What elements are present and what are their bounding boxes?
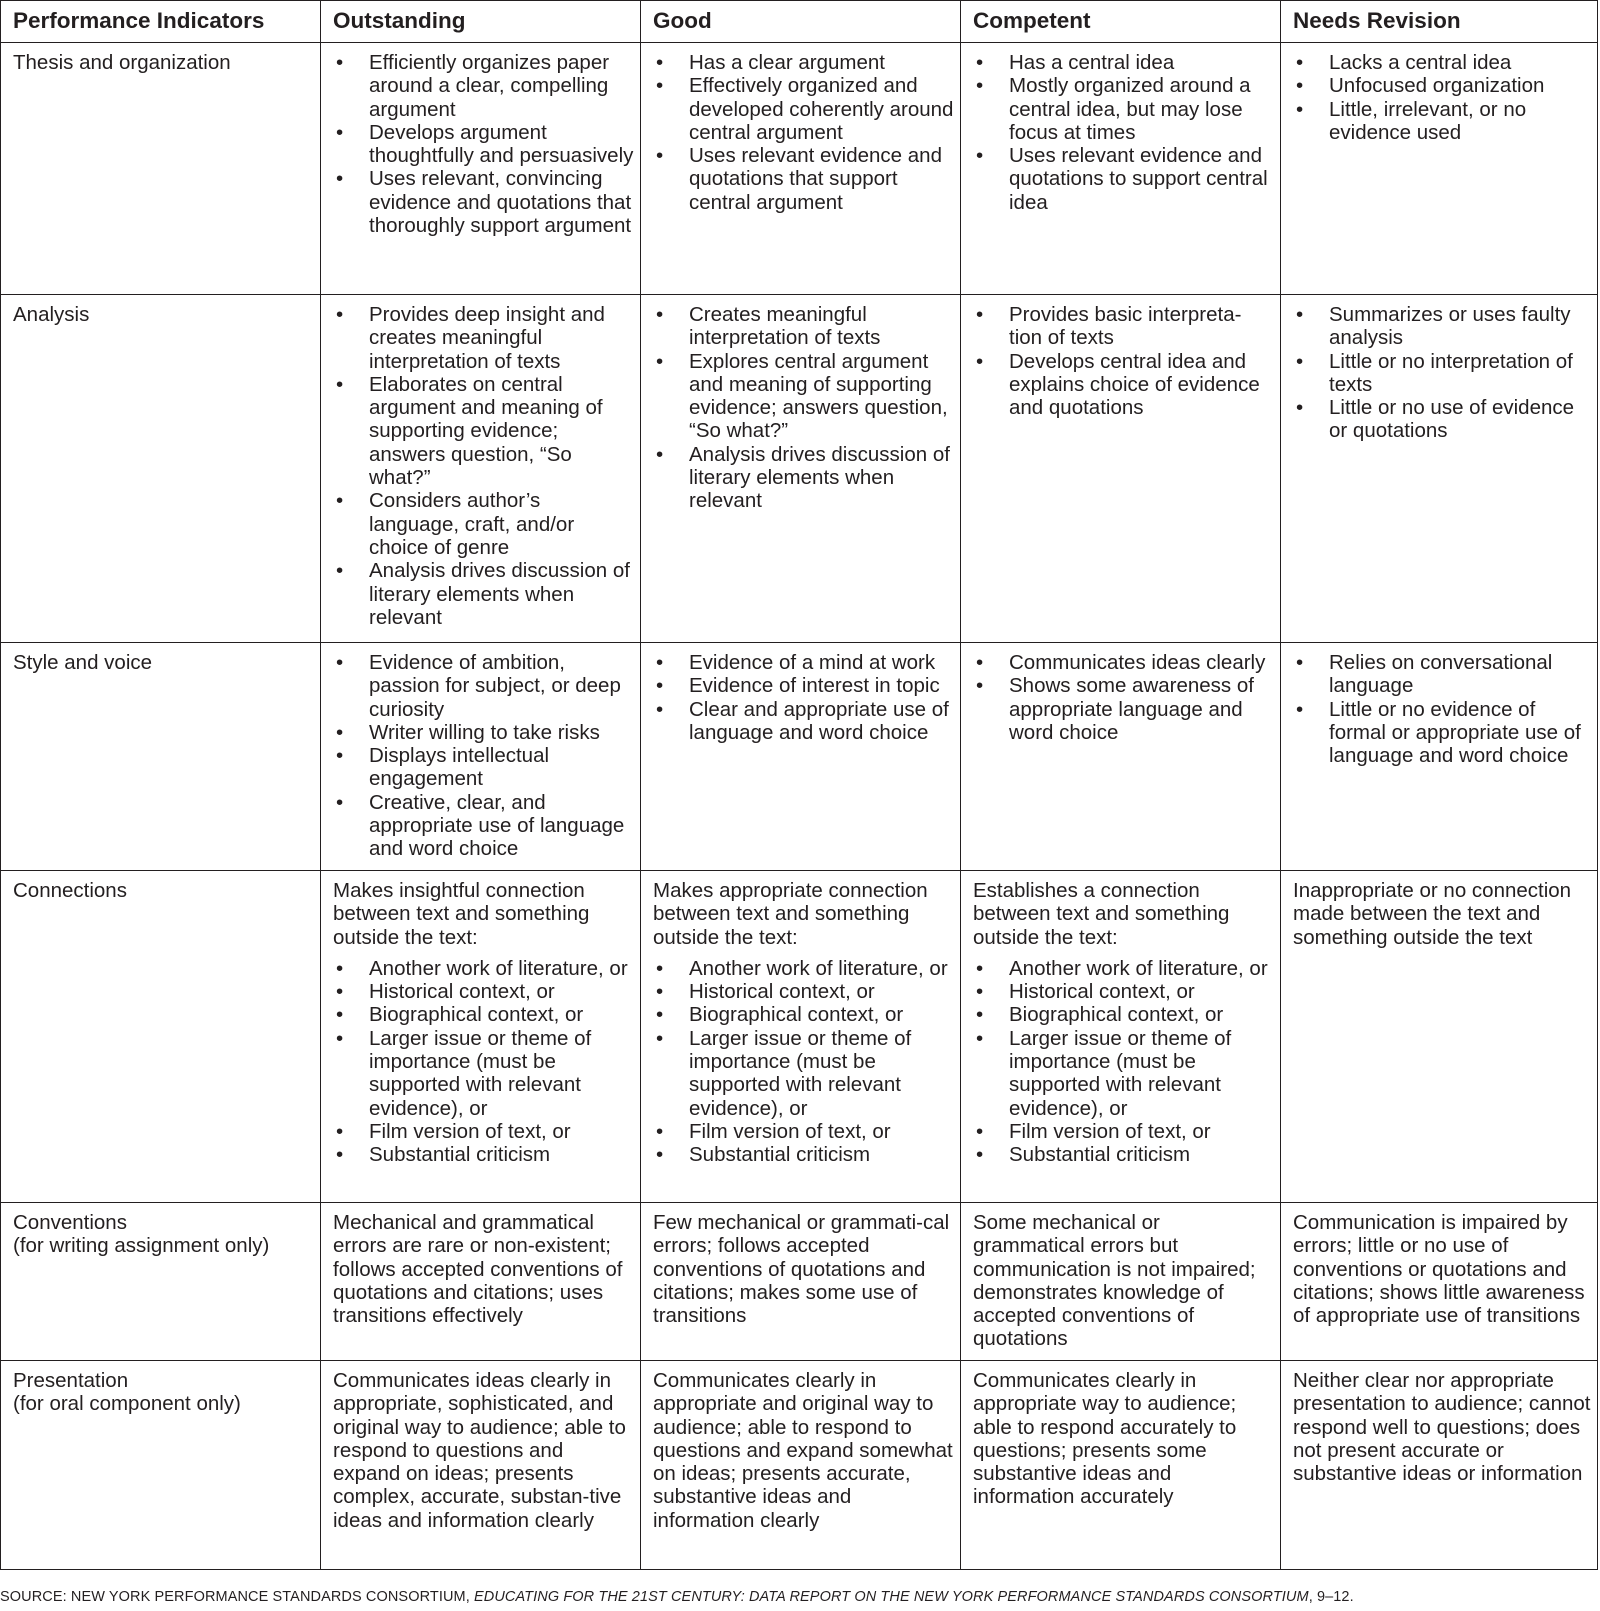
header-needs-revision: Needs Revision bbox=[1281, 1, 1598, 43]
bullet-item: • Shows some awareness of appropriate language and word choice bbox=[973, 674, 1274, 744]
cell-text: Neither clear nor appropriate presentation to audience; cannot respond well to questions; does not present accurate or substantive ideas or information bbox=[1293, 1369, 1591, 1486]
cell-outstanding bbox=[321, 1361, 641, 1570]
bullet-item: • Uses relevant, convincing evidence and quotations that thoroughly support argument bbox=[333, 167, 634, 237]
bullet-list bbox=[653, 957, 954, 1167]
cell-intro: Makes appropriate connection between text and something outside the text: bbox=[653, 879, 928, 949]
bullet-item: • Relies on conversational language bbox=[1293, 651, 1591, 698]
cell-text: Communicates ideas clearly in appropriate, sophisticated, and original way to audience; able to respond to questions and expand on ideas; presents complex, accurate, substan-tive ideas and information clearly bbox=[333, 1369, 626, 1532]
bullet-item: • Little or no evidence of formal or appropriate use of language and word choice bbox=[1293, 698, 1591, 768]
cell-outstanding bbox=[321, 43, 641, 295]
bullet-item: • Biographical context, or bbox=[653, 1003, 954, 1026]
bullet-item: • Little or no interpretation of texts bbox=[1293, 350, 1591, 397]
cell-good bbox=[641, 295, 961, 643]
bullet-item: • Historical context, or bbox=[973, 980, 1274, 1003]
bullet-list bbox=[1293, 303, 1591, 443]
indicator-label: Connections bbox=[13, 879, 127, 902]
bullet-item: • Develops central idea and explains choice of evidence and quotations bbox=[973, 350, 1274, 420]
cell-good bbox=[641, 643, 961, 871]
bullet-list bbox=[653, 303, 954, 513]
cell-text: Some mechanical or grammatical errors but communication is not impaired; demonstrates knowledge of accepted conventions of quotations bbox=[973, 1211, 1256, 1351]
cell-text: Inappropriate or no connection made between the text and something outside the text bbox=[1293, 879, 1572, 949]
indicator-label: Conventions bbox=[13, 1211, 127, 1234]
bullet-item: • Creative, clear, and appropriate use of language and word choice bbox=[333, 791, 634, 861]
bullet-item: • Film version of text, or bbox=[973, 1120, 1274, 1143]
bullet-item: • Biographical context, or bbox=[333, 1003, 634, 1026]
bullet-item: • Evidence of ambition, passion for subject, or deep curiosity bbox=[333, 651, 634, 721]
bullet-item: • Historical context, or bbox=[333, 980, 634, 1003]
cell-intro: Makes insightful connection between text and something outside the text: bbox=[333, 879, 590, 949]
source-prefix: SOURCE: NEW YORK PERFORMANCE STANDARDS CONSORTIUM, bbox=[0, 1589, 474, 1605]
bullet-item: • Communicates ideas clearly bbox=[973, 651, 1274, 674]
bullet-list bbox=[973, 51, 1274, 214]
cell-outstanding bbox=[321, 1203, 641, 1361]
cell-competent bbox=[961, 871, 1281, 1203]
cell-text: Communicates clearly in appropriate and original way to audience; able to respond to questions and expand somewhat on ideas; presents accurate, substantive ideas and information clearly bbox=[653, 1369, 953, 1532]
bullet-item: • Uses relevant evidence and quotations that support central argument bbox=[653, 144, 954, 214]
bullet-item: • Efficiently organizes paper around a clear, compelling argument bbox=[333, 51, 634, 121]
source-suffix: , 9–12. bbox=[1308, 1589, 1354, 1605]
cell-intro: Establishes a connection between text and something outside the text: bbox=[973, 879, 1230, 949]
bullet-item: • Another work of literature, or bbox=[333, 957, 634, 980]
cell-needs-revision bbox=[1281, 295, 1598, 643]
bullet-item: • Evidence of a mind at work bbox=[653, 651, 954, 674]
bullet-item: • Has a clear argument bbox=[653, 51, 954, 74]
bullet-list bbox=[333, 51, 634, 237]
bullet-list bbox=[333, 957, 634, 1167]
header-good: Good bbox=[641, 1, 961, 43]
bullet-item: • Little or no use of evidence or quotations bbox=[1293, 396, 1591, 443]
bullet-item: • Creates meaningful interpretation of texts bbox=[653, 303, 954, 350]
header-competent: Competent bbox=[961, 1, 1281, 43]
bullet-list bbox=[1293, 651, 1591, 767]
bullet-list bbox=[973, 957, 1274, 1167]
cell-good bbox=[641, 1361, 961, 1570]
bullet-list bbox=[1293, 51, 1591, 144]
cell-competent bbox=[961, 43, 1281, 295]
rubric-row bbox=[1, 43, 1598, 295]
bullet-item: • Another work of literature, or bbox=[653, 957, 954, 980]
bullet-item: • Film version of text, or bbox=[653, 1120, 954, 1143]
bullet-item: • Mostly organized around a central idea, but may lose focus at times bbox=[973, 74, 1274, 144]
bullet-item: • Film version of text, or bbox=[333, 1120, 634, 1143]
bullet-list bbox=[973, 651, 1274, 744]
bullet-item: • Has a central idea bbox=[973, 51, 1274, 74]
bullet-item: • Evidence of interest in topic bbox=[653, 674, 954, 697]
bullet-item: • Substantial criticism bbox=[653, 1143, 954, 1166]
cell-competent bbox=[961, 1203, 1281, 1361]
bullet-list bbox=[333, 303, 634, 629]
bullet-item: • Little, irrelevant, or no evidence used bbox=[1293, 98, 1591, 145]
cell-good bbox=[641, 43, 961, 295]
bullet-item: • Lacks a central idea bbox=[1293, 51, 1591, 74]
bullet-item: • Analysis drives discussion of literary elements when relevant bbox=[333, 559, 634, 629]
bullet-list bbox=[653, 651, 954, 744]
indicator-cell bbox=[1, 1203, 321, 1361]
indicator-cell bbox=[1, 871, 321, 1203]
cell-text: Communication is impaired by errors; little or no use of conventions or quotations and citations; shows little awareness of appropriate use of transitions bbox=[1293, 1211, 1585, 1328]
bullet-item: • Explores central argument and meaning of supporting evidence; answers question, “So what?” bbox=[653, 350, 954, 443]
indicator-cell bbox=[1, 643, 321, 871]
indicator-note: (for writing assignment only) bbox=[13, 1234, 270, 1258]
bullet-item: • Clear and appropriate use of language and word choice bbox=[653, 698, 954, 745]
indicator-cell bbox=[1, 1361, 321, 1570]
cell-good bbox=[641, 871, 961, 1203]
bullet-item: • Elaborates on central argument and meaning of supporting evidence; answers question, “So what?” bbox=[333, 373, 634, 489]
cell-outstanding bbox=[321, 295, 641, 643]
bullet-item: • Larger issue or theme of importance (must be supported with relevant evidence), or bbox=[333, 1027, 634, 1120]
header-row bbox=[1, 1, 1598, 43]
cell-competent bbox=[961, 1361, 1281, 1570]
cell-outstanding bbox=[321, 871, 641, 1203]
bullet-item: • Biographical context, or bbox=[973, 1003, 1274, 1026]
cell-text: Mechanical and grammatical errors are rare or non-existent; follows accepted conventions of quotations and citations; uses transitions effectively bbox=[333, 1211, 623, 1328]
bullet-item: • Historical context, or bbox=[653, 980, 954, 1003]
bullet-item: • Provides deep insight and creates meaningful interpretation of texts bbox=[333, 303, 634, 373]
indicator-cell bbox=[1, 295, 321, 643]
cell-needs-revision bbox=[1281, 43, 1598, 295]
source-title: EDUCATING FOR THE 21ST CENTURY: DATA REPORT ON THE NEW YORK PERFORMANCE STANDARDS CONSORTIUM bbox=[473, 1589, 1309, 1605]
rubric-row bbox=[1, 643, 1598, 871]
bullet-item: • Larger issue or theme of importance (must be supported with relevant evidence), or bbox=[653, 1027, 954, 1120]
bullet-item: • Displays intellectual engagement bbox=[333, 744, 634, 791]
bullet-item: • Unfocused organization bbox=[1293, 74, 1591, 97]
cell-needs-revision bbox=[1281, 643, 1598, 871]
cell-outstanding bbox=[321, 643, 641, 871]
bullet-list bbox=[973, 303, 1274, 419]
indicator-label: Presentation bbox=[13, 1369, 129, 1392]
bullet-item: • Another work of literature, or bbox=[973, 957, 1274, 980]
indicator-cell bbox=[1, 43, 321, 295]
indicator-label: Style and voice bbox=[13, 651, 153, 674]
cell-competent bbox=[961, 295, 1281, 643]
bullet-item: • Considers author’s language, craft, and/or choice of genre bbox=[333, 489, 634, 559]
bullet-item: • Writer willing to take risks bbox=[333, 721, 634, 744]
bullet-item: • Uses relevant evidence and quotations to support central idea bbox=[973, 144, 1274, 214]
bullet-item: • Substantial criticism bbox=[333, 1143, 634, 1166]
bullet-item: • Provides basic interpreta-tion of texts bbox=[973, 303, 1274, 350]
cell-text: Few mechanical or grammati-cal errors; follows accepted conventions of quotations and citations; makes some use of transitions bbox=[653, 1211, 950, 1328]
rubric-row bbox=[1, 871, 1598, 1203]
cell-needs-revision bbox=[1281, 1361, 1598, 1570]
bullet-item: • Develops argument thoughtfully and persuasively bbox=[333, 121, 634, 168]
rubric-row bbox=[1, 1203, 1598, 1361]
rubric-row bbox=[1, 295, 1598, 643]
rubric-row bbox=[1, 1361, 1598, 1570]
cell-competent bbox=[961, 643, 1281, 871]
bullet-item: • Summarizes or uses faulty analysis bbox=[1293, 303, 1591, 350]
cell-needs-revision bbox=[1281, 871, 1598, 1203]
rubric-body bbox=[1, 43, 1598, 1570]
header-outstanding: Outstanding bbox=[321, 1, 641, 43]
cell-text: Communicates clearly in appropriate way to audience; able to respond accurately to questions; presents some substantive ideas and information accurately bbox=[973, 1369, 1237, 1509]
bullet-list bbox=[653, 51, 954, 214]
bullet-item: • Larger issue or theme of importance (must be supported with relevant evidence), or bbox=[973, 1027, 1274, 1120]
header-performance-indicators: Performance Indicators bbox=[1, 1, 321, 43]
bullet-item: • Effectively organized and developed coherently around central argument bbox=[653, 74, 954, 144]
bullet-list bbox=[333, 651, 634, 861]
cell-needs-revision bbox=[1281, 1203, 1598, 1361]
indicator-label: Thesis and organization bbox=[13, 51, 231, 74]
cell-good bbox=[641, 1203, 961, 1361]
bullet-item: • Analysis drives discussion of literary elements when relevant bbox=[653, 443, 954, 513]
indicator-label: Analysis bbox=[13, 303, 90, 326]
indicator-note: (for oral component only) bbox=[13, 1392, 241, 1416]
source-note bbox=[0, 1588, 1354, 1606]
bullet-item: • Substantial criticism bbox=[973, 1143, 1274, 1166]
